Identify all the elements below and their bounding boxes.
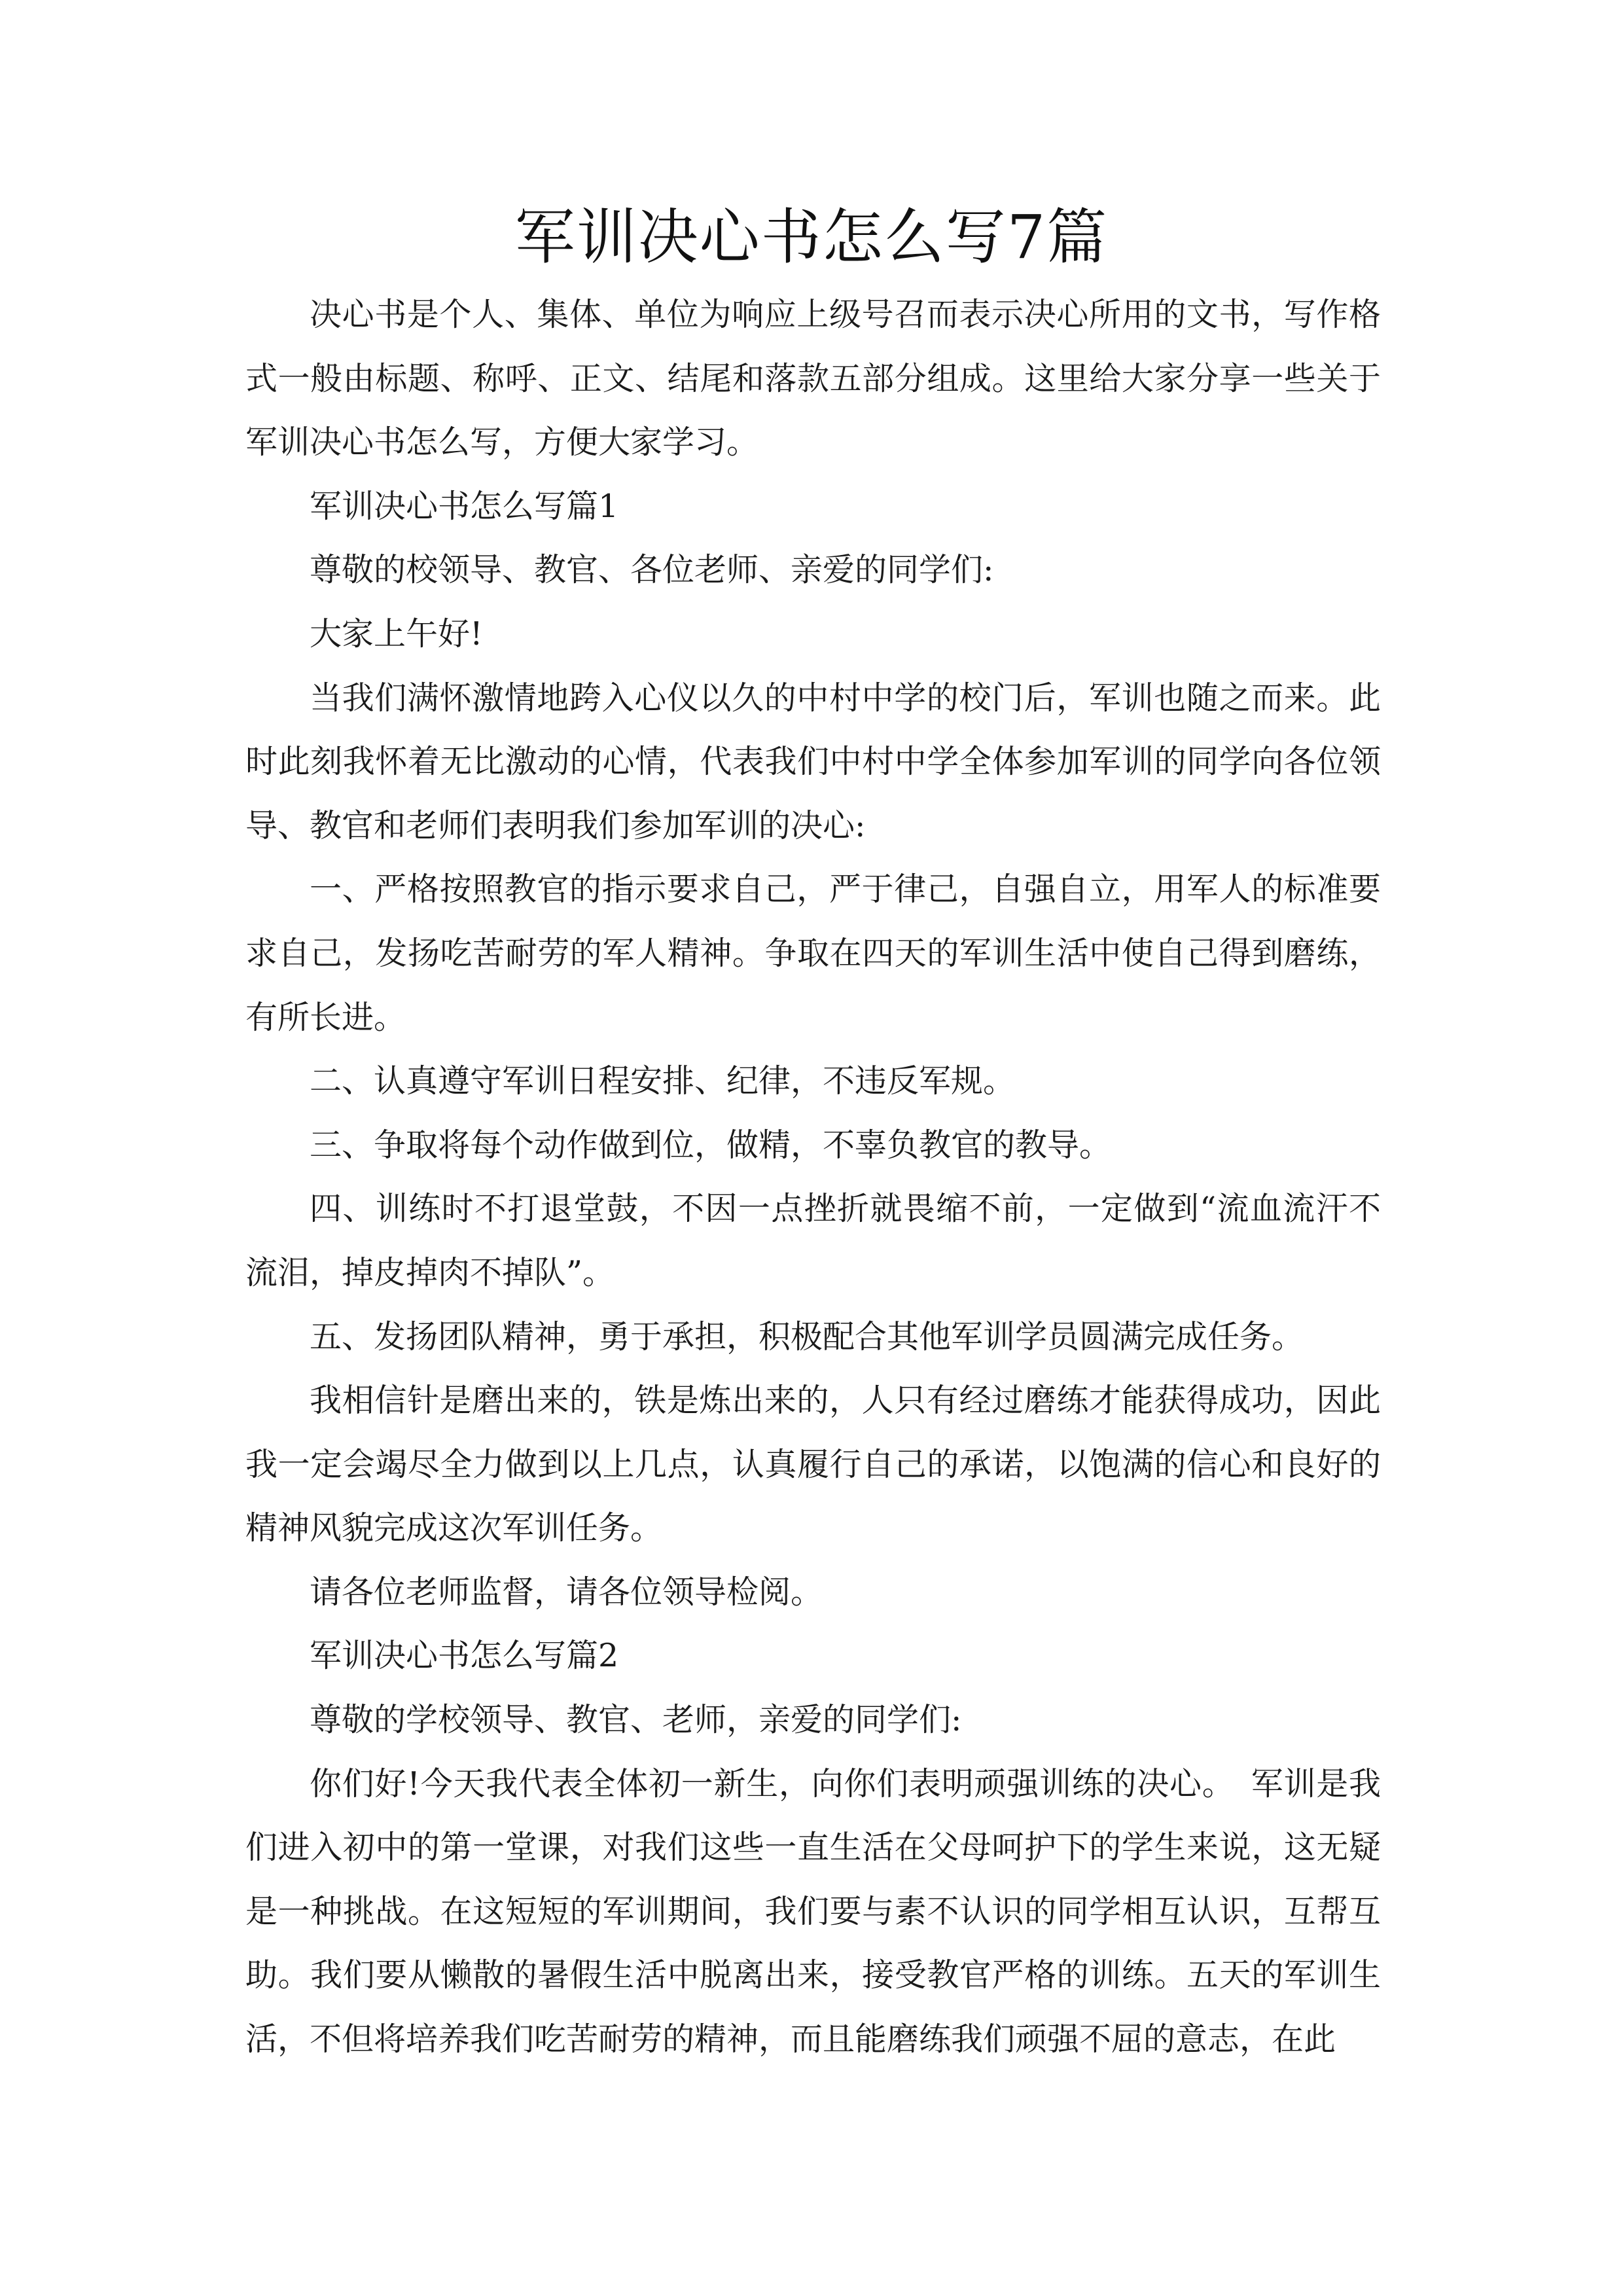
- pledge-item-4: 四、训练时不打退堂鼓，不因一点挫折就畏缩不前，一定做到“流血流汗不流泪，掉皮掉肉不掉队”。: [245, 1190, 1381, 1291]
- intro-paragraph: 决心书是个人、集体、单位为响应上级号召而表示决心所用的文书，写作格式一般由标题、称呼、正文、结尾和落款五部分组成。这里给大家分享一些关于军训决心书怎么写，方便大家学习。: [245, 296, 1381, 461]
- pledge-item-1: 一、严格按照教官的指示要求自己，严于律己，自强自立，用军人的标准要求自己，发扬吃苦耐劳的军人精神。争取在四天的军训生活中使自己得到磨练，有所长进。: [245, 870, 1381, 1036]
- body-paragraph: 我相信针是磨出来的，铁是炼出来的，人只有经过磨练才能获得成功，因此我一定会竭尽全力做到以上几点，认真履行自己的承诺，以饱满的信心和良好的精神风貌完成这次军训任务。: [245, 1382, 1381, 1547]
- pledge-item-3: 三、争取将每个动作做到位，做精，不辜负教官的教导。: [310, 1126, 1112, 1164]
- section-heading-2: 军训决心书怎么写篇2: [310, 1637, 619, 1675]
- body-paragraph: 你们好!今天我代表全体初一新生，向你们表明顽强训练的决心。 军训是我们进入初中的第一堂课，对我们这些一直生活在父母呵护下的学生来说，这无疑是一种挑战。在这短短的军训期间，我们要与素不认识的同学相互认识，互帮互助。我们要从懒散的暑假生活中脱离出来，接受教官严格的训练。五天的军训生活，不但将培养我们吃苦耐劳的精神，而且能磨练我们顽强不屈的意志，在此: [245, 1765, 1381, 2058]
- salutation: 尊敬的学校领导、教官、老师，亲爱的同学们:: [310, 1701, 962, 1739]
- document-body: [245, 283, 1381, 2072]
- section-heading-1: 军训决心书怎么写篇1: [310, 487, 619, 525]
- closing-line: 请各位老师监督，请各位领导检阅。: [310, 1573, 823, 1611]
- pledge-item-5: 五、发扬团队精神，勇于承担，积极配合其他军训学员圆满完成任务。: [310, 1318, 1304, 1355]
- document-title: 军训决心书怎么写7篇: [514, 202, 1109, 272]
- greeting: 大家上午好!: [310, 615, 483, 653]
- salutation: 尊敬的校领导、教官、各位老师、亲爱的同学们:: [310, 551, 994, 589]
- pledge-item-2: 二、认真遵守军训日程安排、纪律，不违反军规。: [310, 1062, 1016, 1100]
- body-paragraph: 当我们满怀激情地跨入心仪以久的中村中学的校门后，军训也随之而来。此时此刻我怀着无比激动的心情，代表我们中村中学全体参加军训的同学向各位领导、教官和老师们表明我们参加军训的决心:: [245, 679, 1381, 844]
